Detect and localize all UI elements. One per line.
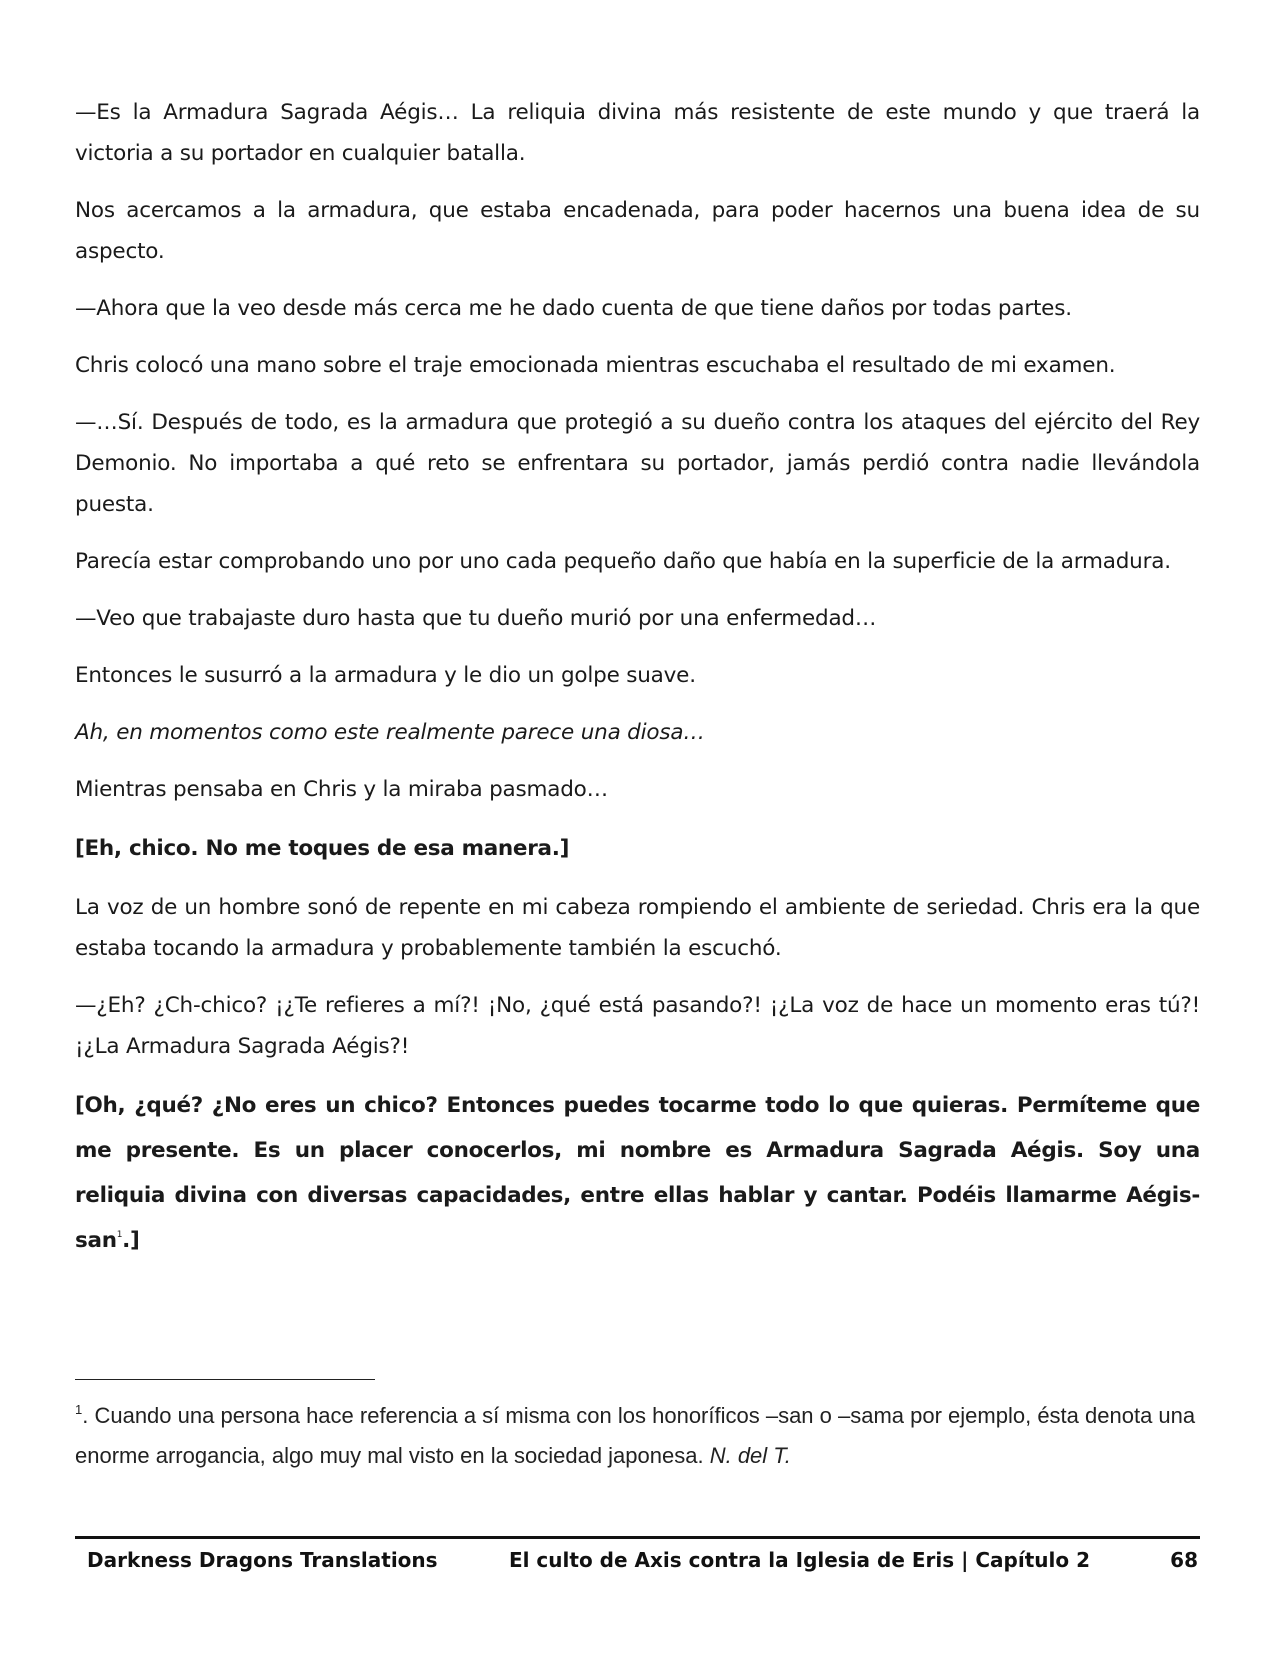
paragraph-3: —Ahora que la veo desde más cerca me he dado cuenta de que tiene daños por todas partes. xyxy=(75,296,1072,321)
footnote-marker: 1 xyxy=(75,1402,83,1417)
voice-text: [Oh, ¿qué? ¿No eres un chico? Entonces puedes tocarme todo lo que quieras. Permíteme que me presente. Es un placer conocerlos, mi nombre es Armadura Sagrada Aégis. Soy una reliquia divina con diversas capacidades, entre ellas hablar y cantar. Podéis llamarme Aégis-san xyxy=(75,1093,1200,1253)
paragraph-2: Nos acercamos a la armadura, que estaba encadenada, para poder hacernos una buena idea de su aspecto. xyxy=(75,198,1200,264)
page-number: 68 xyxy=(1170,1548,1198,1572)
translator-note: N. del T. xyxy=(709,1443,791,1468)
paragraph-13: —¿Eh? ¿Ch-chico? ¡¿Te refieres a mí?! ¡No, ¿qué está pasando?! ¡¿La voz de hace un momento eras tú?! ¡¿La Armadura Sagrada Aégis?! xyxy=(75,993,1200,1059)
paragraph-12: La voz de un hombre sonó de repente en mi cabeza rompiendo el ambiente de seriedad. Chris era la que estaba tocando la armadura y probablemente también la escuchó. xyxy=(75,895,1200,961)
page-footer xyxy=(75,1548,1200,1578)
voice-text-end: .] xyxy=(122,1228,140,1253)
paragraph-7: —Veo que trabajaste duro hasta que tu dueño murió por una enfermedad… xyxy=(75,606,877,631)
paragraph-9-thought: Ah, en momentos como este realmente parece una diosa… xyxy=(75,720,705,745)
paragraph-11-voice: [Eh, chico. No me toques de esa manera.] xyxy=(75,836,570,861)
paragraph-10: Mientras pensaba en Chris y la miraba pasmado… xyxy=(75,777,608,802)
footer-divider xyxy=(75,1536,1200,1539)
footer-chapter-title: El culto de Axis contra la Iglesia de Eris | Capítulo 2 xyxy=(508,1548,1090,1572)
body-text xyxy=(75,92,1200,1279)
paragraph-6: Parecía estar comprobando uno por uno cada pequeño daño que había en la superficie de la armadura. xyxy=(75,549,1171,574)
footnote-separator xyxy=(75,1379,375,1380)
paragraph-5: —…Sí. Después de todo, es la armadura que protegió a su dueño contra los ataques del ejército del Rey Demonio. No importaba a qué reto se enfrentara su portador, jamás perdió contra nadie llevándola puesta. xyxy=(75,410,1200,517)
footer-group-name: Darkness Dragons Translations xyxy=(87,1548,438,1572)
paragraph-4: Chris colocó una mano sobre el traje emocionada mientras escuchaba el resultado de mi examen. xyxy=(75,353,1116,378)
paragraph-14-voice xyxy=(75,1083,1200,1263)
paragraph-1: —Es la Armadura Sagrada Aégis… La reliquia divina más resistente de este mundo y que traerá la victoria a su portador en cualquier batalla. xyxy=(75,100,1200,166)
footnote-reference[interactable]: 1 xyxy=(116,1230,123,1240)
paragraph-8: Entonces le susurró a la armadura y le dio un golpe suave. xyxy=(75,663,696,688)
footnote xyxy=(75,1396,1200,1476)
footnote-text: . Cuando una persona hace referencia a sí misma con los honoríficos –san o –sama por ejemplo, ésta denota una enorme arrogancia, algo muy mal visto en la sociedad japonesa. xyxy=(75,1403,1196,1468)
